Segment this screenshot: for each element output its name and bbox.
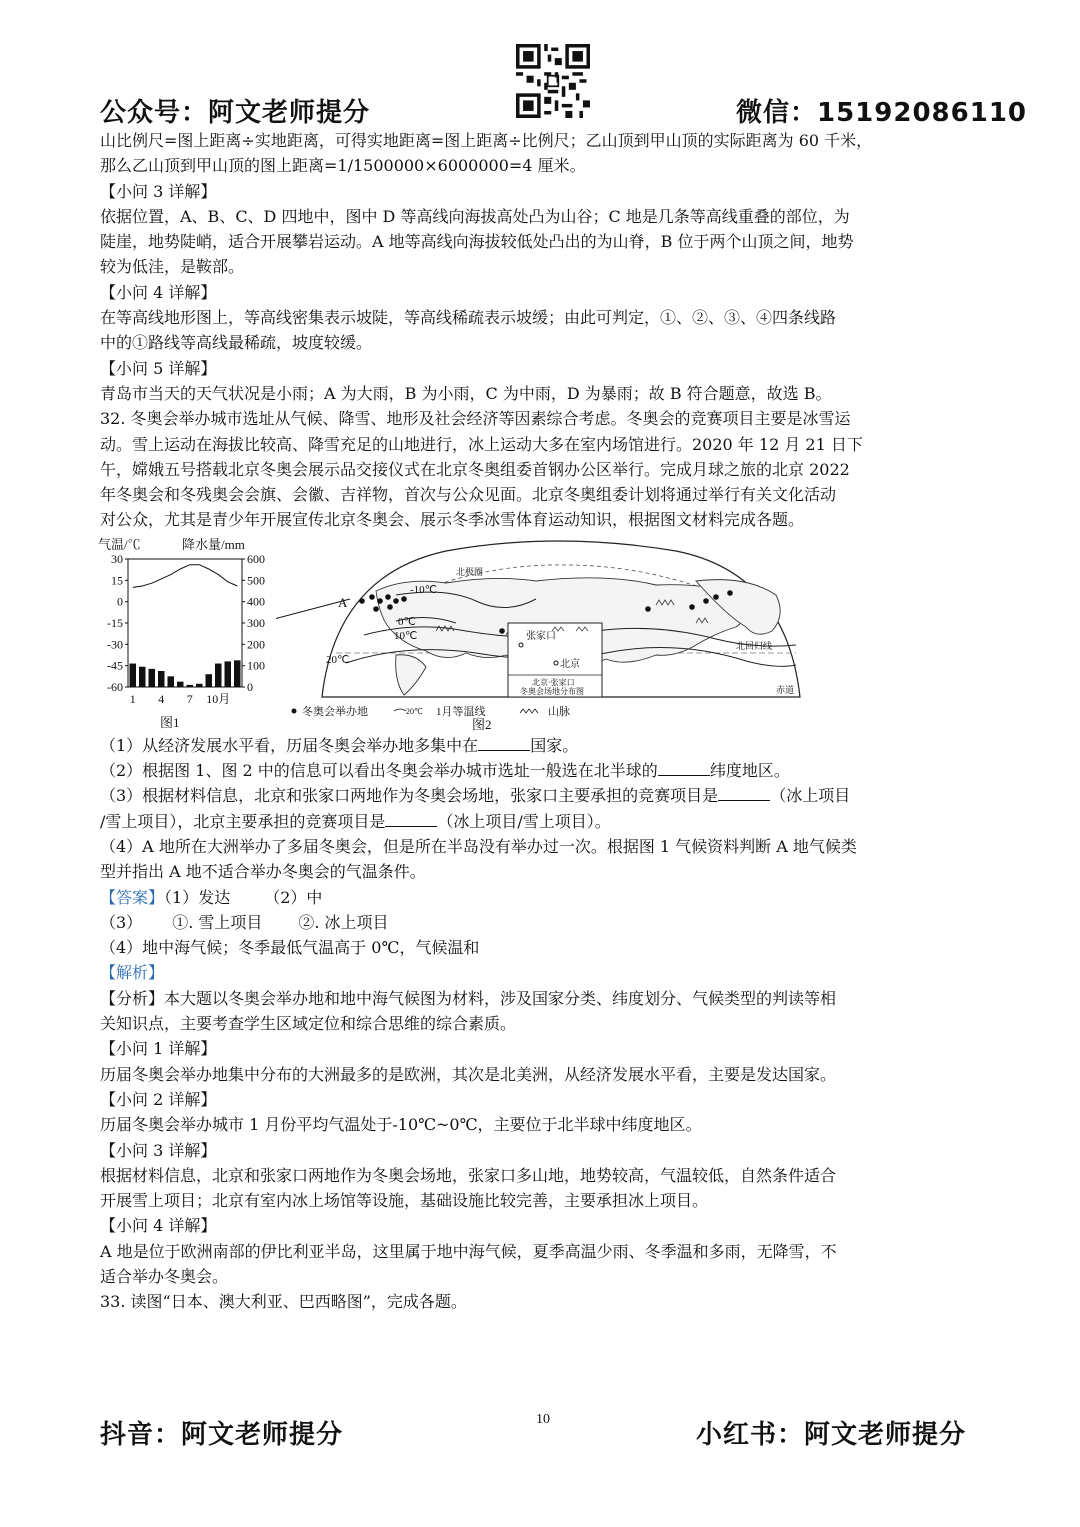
host-city-dot	[703, 598, 709, 604]
analysis-line: 开展雪上项目；北京有室内冰上场馆等设施，基础设施比较完善，主要承担冰上项目。	[100, 1191, 709, 1211]
precipitation-bar	[130, 663, 137, 686]
legend-host-city: 冬奥会举办地	[302, 705, 368, 718]
precipitation-bar	[206, 674, 213, 687]
temperature-tick-label: -15	[107, 615, 123, 630]
legend-isotherm-value: 20℃	[406, 706, 423, 716]
text-line: 午，嫦娥五号搭载北京冬奥会展示品交接仪式在北京冬奥组委首钢办公区举行。完成月球之旅的北京 2022	[100, 459, 850, 479]
precipitation-tick-label: 100	[247, 658, 265, 673]
analysis-line: 根据材料信息，北京和张家口两地作为冬奥会场地，张家口多山地，地势较高，气温较低，自然条件适合	[100, 1165, 837, 1185]
precipitation-bar	[215, 663, 222, 686]
analysis-line: 【分析】本大题以冬奥会举办地和地中海气候图为材料，涉及国家分类、纬度划分、气候类型的判读等相	[100, 988, 837, 1008]
answer-blank	[385, 812, 437, 827]
subquestion-heading: 【小问 5 详解】	[100, 358, 217, 378]
precipitation-bar	[234, 660, 241, 687]
text-line: 年冬奥会和冬残奥会会旗、会徽、吉祥物，首次与公众见面。北京冬奥组委计划将通过举行有关文化活动	[100, 485, 837, 505]
isotherm-10-label: 10℃	[394, 629, 418, 642]
inset-zhangjiakou-label: 张家口	[526, 630, 556, 642]
inset-beijing-label: 北京	[560, 658, 580, 670]
figure-2-caption: 图2	[472, 716, 492, 731]
month-tick-label: 4	[158, 691, 165, 706]
temperature-tick-label: -30	[107, 637, 123, 652]
climate-chart	[96, 535, 286, 731]
temperature-tick-label: 15	[111, 573, 123, 588]
precipitation-bar	[149, 669, 156, 687]
precipitation-tick-label: 600	[247, 551, 265, 566]
text-line: 在等高线地形图上，等高线密集表示坡陡，等高线稀疏表示坡缓；由此可判定，①、②、③、④四条线路	[100, 308, 837, 328]
month-tick-label: 10月	[206, 691, 231, 706]
subquestion-heading: 【小问 4 详解】	[100, 282, 217, 302]
precipitation-tick-label: 200	[247, 637, 265, 652]
question-4b: 型并指出 A 地不适合举办冬奥会的气温条件。	[100, 862, 426, 882]
precipitation-tick-label: 0	[247, 679, 253, 694]
analysis-line: 关知识点，主要考查学生区域定位和综合思维的综合素质。	[100, 1014, 517, 1034]
precipitation-bar	[187, 685, 194, 687]
text-line: 青岛市当天的天气状况是小雨；A 为大雨，B 为小雨，C 为中雨，D 为暴雨；故 B 符合题意，故选 B。	[100, 383, 832, 403]
host-city-dot	[499, 628, 505, 634]
precipitation-bar	[177, 681, 184, 686]
isotherm-minus10-label: -10℃	[410, 583, 438, 596]
inset-title-line2: 冬奥会场地分布图	[520, 686, 584, 696]
month-tick-label: 1	[129, 691, 136, 706]
precipitation-tick-label: 400	[247, 594, 265, 609]
host-city-dot	[373, 606, 379, 612]
temperature-line	[133, 564, 238, 587]
host-city-dot	[385, 594, 391, 600]
host-city-dot	[369, 594, 375, 600]
text-line: 中的①路线等高线最稀疏，坡度较缓。	[100, 333, 373, 353]
analysis-line: A 地是位于欧洲南部的伊比利亚半岛，这里属于地中海气候，夏季高温少雨、冬季温和多雨，无降雪，不	[100, 1241, 837, 1261]
precipitation-tick-label: 300	[247, 615, 265, 630]
month-tick-label: 7	[186, 691, 193, 706]
header-right: 微信：15192086110	[736, 98, 1027, 128]
answer-blank	[658, 761, 710, 776]
page-number: 10	[536, 1412, 550, 1427]
legend-isotherm: 1月等温线	[436, 705, 486, 718]
figures-row	[100, 535, 984, 731]
precipitation-bar	[225, 661, 232, 687]
answer-label: 【答案】	[100, 887, 165, 907]
host-city-dot	[377, 598, 383, 604]
text-line: 那么乙山顶到甲山顶的图上距离=1/1500000×6000000=4 厘米。	[100, 156, 586, 176]
analysis-line: 历届冬奥会举办地集中分布的大洲最多的是欧洲，其次是北美洲，从经济发展水平看，主要是发达国家。	[100, 1064, 837, 1084]
subquestion-heading: 【小问 3 详解】	[100, 181, 217, 201]
precipitation-bar	[158, 671, 165, 687]
text-line: 陡崖，地势陡峭，适合开展攀岩运动。A 地等高线向海拔较低处凸出的为山脊，B 位于两个山顶之间，地势	[100, 232, 854, 252]
question-3b: /雪上项目），北京主要承担的竞赛项目是 （冰上项目/雪上项目）。	[100, 811, 611, 831]
answer-blank	[718, 786, 770, 801]
analysis-line: 适合举办冬奥会。	[100, 1266, 229, 1286]
host-city-dot	[727, 590, 733, 596]
host-city-dot	[401, 596, 407, 602]
answer-line-2: （3） ①. 雪上项目 ②. 冰上项目	[100, 912, 389, 932]
question-2: （2）根据图 1、图 2 中的信息可以看出冬奥会举办城市选址一般选在北半球的 纬度地区。	[100, 761, 790, 781]
host-city-dot	[645, 606, 651, 612]
host-city-dot	[359, 598, 365, 604]
map-legend	[292, 704, 571, 731]
winter-olympics-map	[276, 535, 836, 731]
host-city-dot	[393, 598, 399, 604]
analysis-label: 【解析】	[100, 963, 165, 983]
analysis-line: 历届冬奥会举办城市 1 月份平均气温处于-10℃~0℃，主要位于北半球中纬度地区。	[100, 1115, 702, 1135]
qr-code-icon	[516, 44, 590, 118]
precipitation-bar	[196, 684, 203, 687]
text-line: 对公众，尤其是青少年开展宣传北京冬奥会、展示冬季冰雪体育运动知识，根据图文材料完成各题。	[100, 510, 805, 530]
question-32-stem: 32. 冬奥会举办城市选址从气候、降雪、地形及社会经济等因素综合考虑。冬奥会的竞赛项目主要是冰雪运	[100, 409, 851, 429]
question-1: （1）从经济发展水平看，历届冬奥会举办地多集中在 国家。	[100, 735, 579, 755]
temperature-tick-label: 30	[111, 551, 123, 566]
temperature-axis-title: 气温/℃	[98, 536, 141, 552]
arctic-circle-label: 北极圈	[456, 566, 484, 577]
question-33-stem: 33. 读图“日本、澳大利亚、巴西略图”，完成各题。	[100, 1292, 467, 1312]
text-line: 较为低洼，是鞍部。	[100, 257, 245, 277]
text-line: 山比例尺=图上距离÷实地距离，可得实地距离=图上距离÷比例尺；乙山顶到甲山顶的实际距离为 60 千米，	[100, 131, 873, 150]
temperature-tick-label: 0	[117, 594, 123, 609]
host-city-dot	[713, 594, 719, 600]
subquestion-heading: 【小问 4 详解】	[100, 1216, 217, 1236]
document-body	[100, 128, 984, 1315]
footer-left: 抖音：阿文老师提分	[100, 1420, 344, 1450]
question-3a: （3）根据材料信息，北京和张家口两地作为冬奥会场地，张家口主要承担的竞赛项目是 （冰上项目	[100, 786, 851, 806]
question-4a: （4）A 地所在大洲举办了多届冬奥会，但是所在半岛没有举办过一次。根据图 1 气候资料判断 A 地气候类	[100, 836, 857, 856]
footer-right: 小红书：阿文老师提分	[696, 1420, 967, 1450]
legend-mountain: 山脉	[548, 705, 570, 718]
temperature-tick-label: -60	[107, 679, 123, 694]
subquestion-heading: 【小问 1 详解】	[100, 1039, 217, 1059]
inset-title-line1: 北京·张家口	[532, 677, 575, 687]
header-left: 公众号：阿文老师提分	[100, 98, 371, 128]
answer-line-3: （4）地中海气候；冬季最低气温高于 0℃，气候温和	[100, 938, 480, 958]
answer-line-1: 【答案】（1）发达 （2）中	[100, 887, 323, 907]
precipitation-bar	[168, 676, 175, 687]
precipitation-bar	[139, 666, 146, 686]
inset-map	[508, 623, 602, 697]
tropic-label: 北回归线	[736, 640, 773, 651]
text-line: 动。雪上运动在海拔比较高、降雪充足的山地进行，冰上运动大多在室内场馆进行。2020 年 12 月 21 日下	[100, 434, 863, 454]
location-A-label: A	[338, 594, 348, 610]
temperature-tick-label: -45	[107, 658, 123, 673]
isotherm-20-label: 20℃	[326, 653, 350, 666]
figure-1-caption: 图1	[160, 714, 180, 730]
precipitation-tick-label: 500	[247, 573, 265, 588]
isotherm-0-label: 0℃	[398, 615, 416, 628]
host-city-dot	[387, 604, 393, 610]
subquestion-heading: 【小问 3 详解】	[100, 1140, 217, 1160]
answer-blank	[478, 736, 530, 751]
precipitation-axis-title: 降水量/mm	[182, 536, 245, 552]
subquestion-heading: 【小问 2 详解】	[100, 1089, 217, 1109]
host-city-dot	[689, 604, 695, 610]
text-line: 依据位置，A、B、C、D 四地中，图中 D 等高线向海拔高处凸为山谷；C 地是几条等高线重叠的部位，为	[100, 206, 850, 226]
equator-label: 赤道	[776, 684, 795, 695]
